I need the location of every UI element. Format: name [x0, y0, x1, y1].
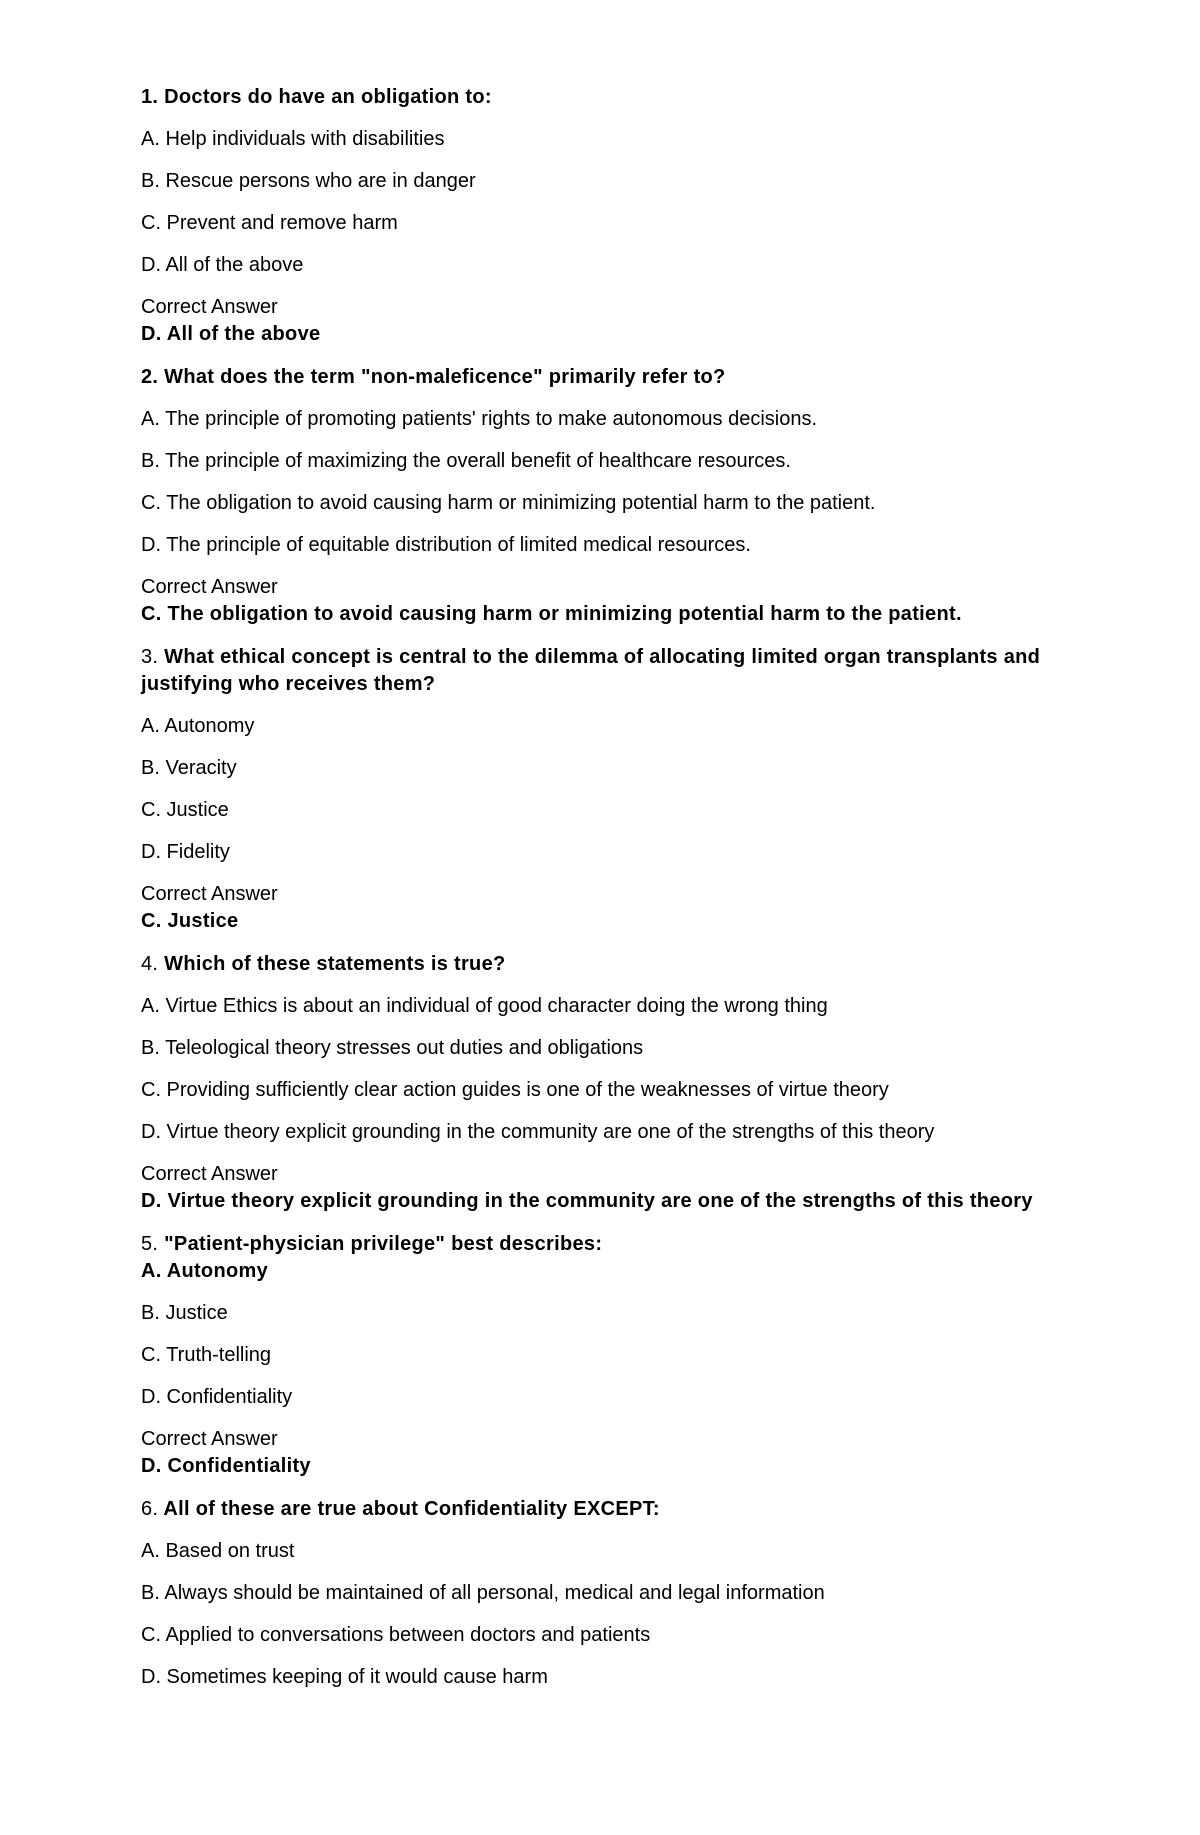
correct-answer-label: Correct Answer: [141, 1428, 278, 1450]
question-number: 4.: [141, 953, 159, 975]
question-text: Which of these statements is true?: [164, 953, 506, 975]
option-d: D. Confidentiality: [141, 1386, 293, 1408]
correct-answer-label: Correct Answer: [141, 883, 278, 905]
option-b: B. Rescue persons who are in danger: [141, 170, 476, 192]
question-3: [141, 644, 1061, 935]
question-number: 3.: [141, 646, 159, 668]
option-c: C. The obligation to avoid causing harm or minimizing potential harm to the patient.: [141, 492, 876, 514]
correct-answer-label: Correct Answer: [141, 296, 278, 318]
option-c: C. Truth-telling: [141, 1344, 272, 1366]
question-number: 5.: [141, 1233, 159, 1255]
option-a: A. Virtue Ethics is about an individual of good character doing the wrong thing: [141, 995, 828, 1017]
option-b: B. Veracity: [141, 757, 237, 779]
question-title: [141, 1231, 1061, 1258]
question-4: [141, 951, 1061, 1215]
option-c: C. Providing sufficiently clear action guides is one of the weaknesses of virtue theory: [141, 1079, 889, 1101]
correct-answer: C. The obligation to avoid causing harm or minimizing potential harm to the patient.: [141, 603, 962, 625]
option-b: B. Always should be maintained of all personal, medical and legal information: [141, 1582, 825, 1604]
option-d: D. Virtue theory explicit grounding in the community are one of the strengths of this theory: [141, 1121, 935, 1143]
question-5: [141, 1231, 1061, 1480]
option-a: A. The principle of promoting patients' rights to make autonomous decisions.: [141, 408, 818, 430]
option-d: D. The principle of equitable distribution of limited medical resources.: [141, 534, 751, 556]
question-title: [141, 644, 1061, 698]
option-a: A. Based on trust: [141, 1540, 295, 1562]
option-d: D. All of the above: [141, 254, 304, 276]
correct-answer-label: Correct Answer: [141, 1163, 278, 1185]
option-b: B. Justice: [141, 1302, 228, 1324]
option-a: A. Help individuals with disabilities: [141, 128, 445, 150]
option-c: C. Prevent and remove harm: [141, 212, 398, 234]
option-a: A. Autonomy: [141, 1260, 268, 1282]
question-title: [141, 951, 1061, 978]
option-b: B. The principle of maximizing the overall benefit of healthcare resources.: [141, 450, 791, 472]
option-a: A. Autonomy: [141, 715, 255, 737]
correct-answer-label: Correct Answer: [141, 576, 278, 598]
option-c: C. Justice: [141, 799, 229, 821]
correct-answer: D. Confidentiality: [141, 1455, 311, 1477]
question-number: 6.: [141, 1498, 159, 1520]
question-text: What does the term "non-maleficence" primarily refer to?: [164, 366, 726, 388]
document-page: [141, 84, 1061, 1707]
question-text: "Patient-physician privilege" best describes:: [164, 1233, 603, 1255]
question-title: [141, 364, 1061, 391]
option-d: D. Sometimes keeping of it would cause harm: [141, 1666, 548, 1688]
correct-answer: D. Virtue theory explicit grounding in the community are one of the strengths of this theory: [141, 1190, 1033, 1212]
question-number: 1.: [141, 86, 159, 108]
option-c: C. Applied to conversations between doctors and patients: [141, 1624, 651, 1646]
question-number: 2.: [141, 366, 159, 388]
question-6: [141, 1496, 1061, 1691]
correct-answer: D. All of the above: [141, 323, 321, 345]
question-text: Doctors do have an obligation to:: [164, 86, 492, 108]
option-d: D. Fidelity: [141, 841, 230, 863]
correct-answer: C. Justice: [141, 910, 239, 932]
question-1: [141, 84, 1061, 348]
question-text: All of these are true about Confidentiality EXCEPT:: [163, 1498, 660, 1520]
question-title: [141, 1496, 1061, 1523]
option-b: B. Teleological theory stresses out duties and obligations: [141, 1037, 644, 1059]
question-title: [141, 84, 1061, 111]
question-2: [141, 364, 1061, 628]
question-text: What ethical concept is central to the dilemma of allocating limited organ transplants and justifying who receives them?: [141, 646, 1041, 695]
